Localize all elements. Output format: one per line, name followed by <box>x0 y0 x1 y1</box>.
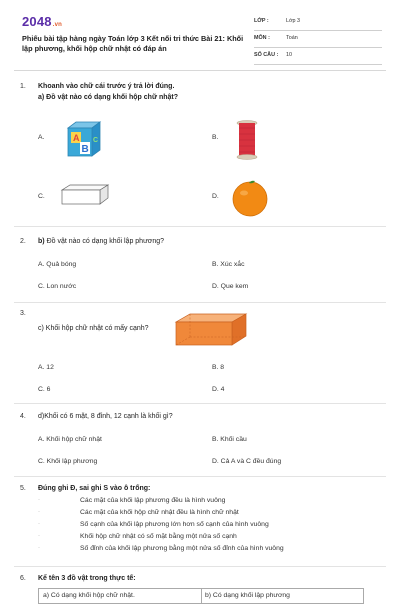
q5-number: 5. <box>20 485 26 492</box>
q1-option-a-label[interactable]: A. <box>38 134 45 141</box>
separator-1 <box>14 226 386 227</box>
q6-number: 6. <box>20 575 26 582</box>
q5-statement-4: Khối hộp chữ nhật có số mặt bằng một nửa số cạnh <box>80 533 237 540</box>
q2-option-b[interactable]: B. Xúc xắc <box>212 261 245 268</box>
meta-info <box>254 16 382 67</box>
q3-number: 3. <box>20 310 26 317</box>
q2-option-c[interactable]: C. Lon nước <box>38 283 77 290</box>
thread-spool-icon <box>232 120 262 160</box>
site-logo[interactable]: 2048.vn <box>22 14 63 29</box>
q3-option-a[interactable]: A. 12 <box>38 364 54 371</box>
q6-table-divider <box>201 589 202 603</box>
q6-cell-a[interactable]: a) Có dạng khối hộp chữ nhật. <box>43 592 135 599</box>
q2-number: 2. <box>20 238 26 245</box>
q2-option-d[interactable]: D. Que kem <box>212 283 249 290</box>
header <box>22 14 382 62</box>
q3-option-b[interactable]: B. 8 <box>212 364 225 371</box>
q6-instruction: Kể tên 3 đồ vật trong thực tế: <box>38 575 136 582</box>
q1-instruction: Khoanh vào chữ cái trước ý trả lời đúng. <box>38 83 175 90</box>
q1-question: a) Đồ vật nào có dạng khối hộp chữ nhật? <box>38 94 179 101</box>
document-title: Phiếu bài tập hàng ngày Toán lớp 3 Kết nối tri thức Bài 21: Khối lập phương, khối hộp chữ nhật có đáp án <box>22 34 244 53</box>
q4-question: d)Khối có 6 mặt, 8 đỉnh, 12 cạnh là khối gì? <box>38 413 173 420</box>
q3-option-d[interactable]: D. 4 <box>212 386 225 393</box>
q6-answer-table <box>38 588 364 604</box>
q6-cell-b[interactable]: b) Có dạng khối lập phương <box>205 592 290 599</box>
separator-5 <box>14 566 386 567</box>
q5-instruction: Đúng ghi Đ, sai ghi S vào ô trống: <box>38 485 151 492</box>
separator-4 <box>14 476 386 477</box>
rectangular-box-icon <box>60 184 112 206</box>
q5-statement-3: Số cạnh của khối lập phương lớn hơn số cạnh của hình vuông <box>80 521 269 528</box>
meta-class: LỚP : Lớp 3 <box>254 16 382 31</box>
q5-bullet: · <box>38 497 40 503</box>
svg-text:B: B <box>81 144 89 155</box>
alphabet-block-icon <box>62 118 104 160</box>
q1-option-b-label[interactable]: B. <box>212 134 219 141</box>
svg-text:C: C <box>93 137 99 144</box>
svg-text:A: A <box>73 133 80 143</box>
q5-statement-1: Các mặt của khối lập phương đều là hình vuông <box>80 497 226 504</box>
q4-option-a[interactable]: A. Khối hộp chữ nhật <box>38 436 102 443</box>
q1-option-d-label[interactable]: D. <box>212 193 219 200</box>
separator-3 <box>14 403 386 404</box>
orange-box-icon <box>174 312 248 348</box>
q4-option-b[interactable]: B. Khối cầu <box>212 436 247 443</box>
q1-number: 1. <box>20 83 26 90</box>
q5-bullet: · <box>38 533 40 539</box>
q3-option-c[interactable]: C. 6 <box>38 386 51 393</box>
q4-number: 4. <box>20 413 26 420</box>
q5-statement-5: Số đỉnh của khối lập phương bằng một nửa số đỉnh của hình vuông <box>80 545 284 552</box>
q4-option-c[interactable]: C. Khối lập phương <box>38 458 98 465</box>
separator-2 <box>14 302 386 303</box>
q1-option-c-label[interactable]: C. <box>38 193 45 200</box>
orange-fruit-icon <box>230 178 270 218</box>
q5-bullet: · <box>38 521 40 527</box>
meta-subject: MÔN : Toán <box>254 33 382 48</box>
q2-option-a[interactable]: A. Quả bóng <box>38 261 77 268</box>
q5-bullet: · <box>38 509 40 515</box>
q4-option-d[interactable]: D. Cả A và C đều đúng <box>212 458 282 465</box>
header-divider <box>14 70 386 71</box>
meta-question-count: SỐ CÂU : 10 <box>254 50 382 65</box>
q3-question: c) Khối hộp chữ nhật có mấy cạnh? <box>38 325 149 332</box>
q5-statement-2: Các mặt của khối hộp chữ nhật đều là hình chữ nhật <box>80 509 239 516</box>
q5-bullet: · <box>38 545 40 551</box>
q2-question: b) Đồ vật nào có dạng khối lập phương? <box>38 238 165 245</box>
